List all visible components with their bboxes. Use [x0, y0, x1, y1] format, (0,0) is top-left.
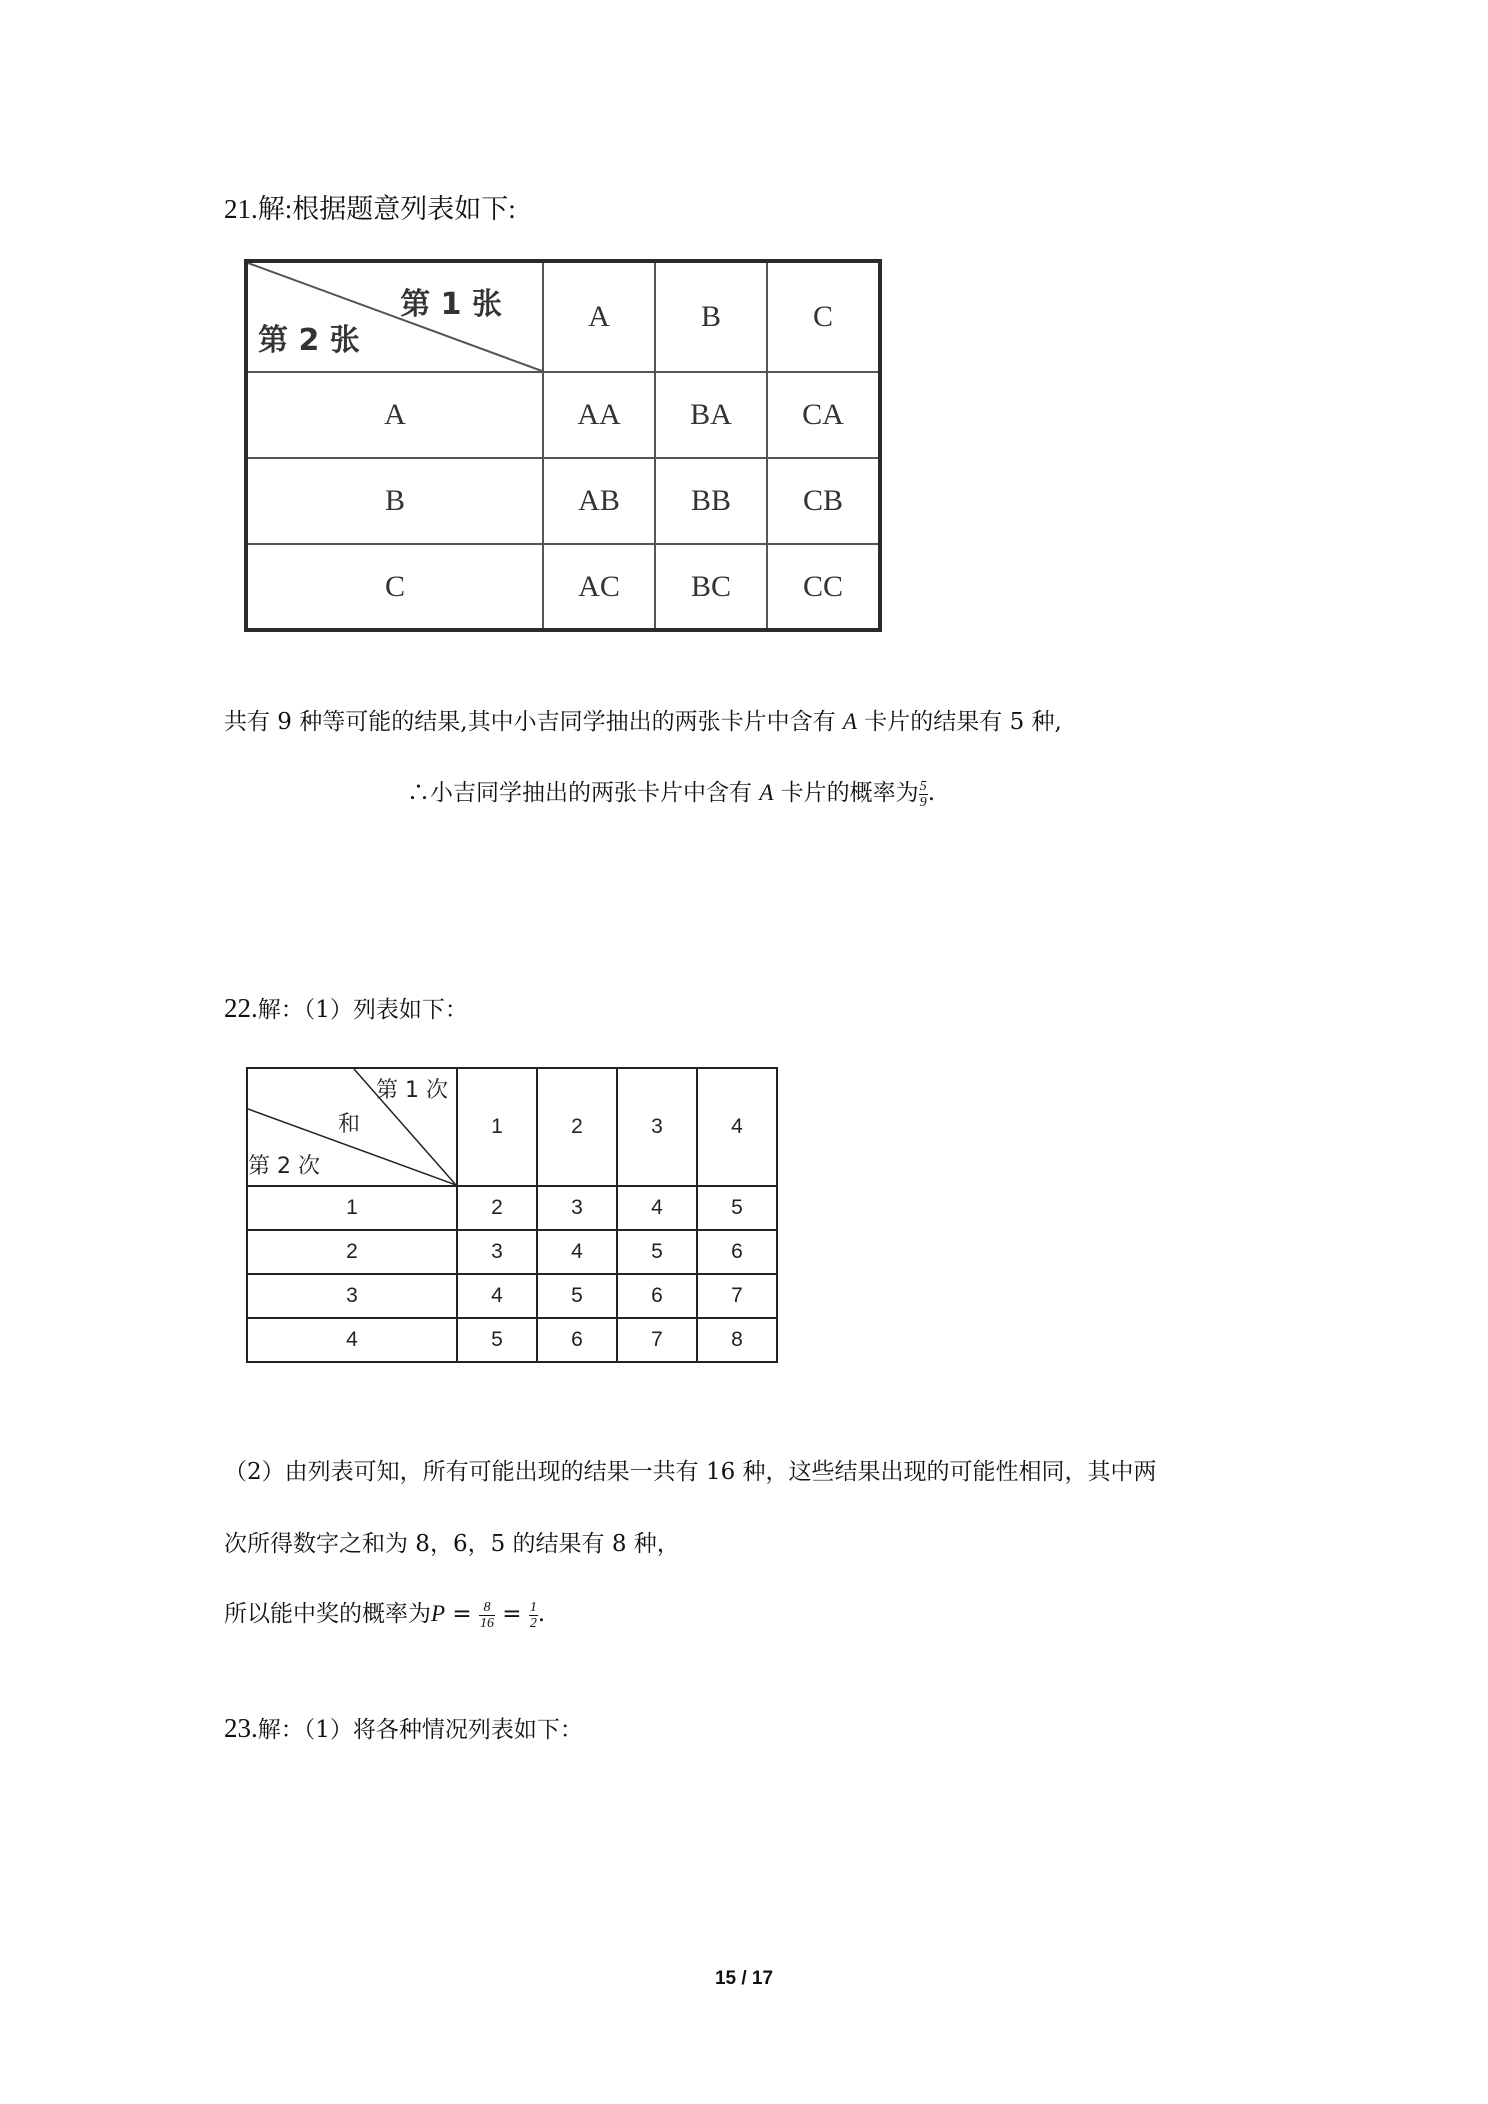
table-row	[247, 1318, 777, 1362]
q21-cell: AB	[543, 458, 655, 544]
q22-row-label: 4	[247, 1318, 457, 1362]
q22-corner-mid: 和	[338, 1112, 361, 1137]
q22-title-rest: 解：（1）列表如下：	[257, 997, 468, 1023]
q22-cell: 5	[697, 1186, 777, 1230]
q22-part2-line3	[224, 1599, 545, 1631]
q22-cell: 6	[537, 1318, 617, 1362]
q21-col-header: B	[655, 261, 767, 372]
q21-cell: BC	[655, 544, 767, 630]
q22-cell: 4	[537, 1230, 617, 1274]
fraction-numerator: 1	[529, 1599, 537, 1615]
q22-col-header: 4	[697, 1068, 777, 1186]
q22-cell: 4	[457, 1274, 537, 1318]
q22-row-label: 3	[247, 1274, 457, 1318]
q22-probability-symbol: P	[431, 1601, 446, 1626]
q21-cell: AC	[543, 544, 655, 630]
q21-row-label: B	[246, 458, 543, 544]
fraction-numerator: 8	[479, 1600, 495, 1616]
q21-row-label: A	[246, 372, 543, 458]
q22-equals: =	[445, 1601, 479, 1627]
table-row	[246, 544, 880, 630]
q22-fraction-2	[529, 1600, 538, 1631]
q21-corner-bottom: 第 2 张	[258, 323, 360, 358]
q22-probability-text: 所以能中奖的概率为	[224, 1601, 431, 1627]
fraction-denominator: 9	[919, 794, 927, 810]
q22-cell: 4	[617, 1186, 697, 1230]
table-row	[247, 1186, 777, 1230]
q23-title	[224, 1713, 583, 1745]
q21-cell: CC	[767, 544, 880, 630]
q22-equals-2: =	[494, 1601, 529, 1627]
q21-conclusion-var: A	[759, 780, 774, 805]
fraction-denominator: 16	[479, 1615, 494, 1631]
q22-table-corner	[247, 1068, 457, 1186]
q21-col-header: A	[543, 261, 655, 372]
q21-conclusion-text-b: 卡片的概率为	[773, 780, 919, 806]
q22-col-header: 3	[617, 1068, 697, 1186]
q22-cell: 7	[617, 1318, 697, 1362]
q22-cell: 6	[617, 1274, 697, 1318]
q21-title-text: 21.解:根据题意列表如下:	[224, 194, 516, 224]
q22-cell: 5	[457, 1318, 537, 1362]
q22-cell: 2	[457, 1186, 537, 1230]
q21-conclusion-line	[407, 778, 935, 810]
q21-cell: CA	[767, 372, 880, 458]
q21-result-line	[224, 707, 1062, 737]
q21-result-text-b: 卡片的结果有 5 种,	[856, 709, 1062, 735]
fraction-numerator: 5	[919, 778, 927, 794]
q21-conclusion-end: .	[927, 780, 935, 806]
q23-title-rest: 解：（1）将各种情况列表如下：	[257, 1717, 583, 1743]
fraction-denominator: 2	[529, 1615, 537, 1631]
q22-part2-line2: 次所得数字之和为 8，6，5 的结果有 8 种，	[224, 1531, 680, 1557]
q22-cell: 6	[697, 1230, 777, 1274]
table-row	[247, 1230, 777, 1274]
q22-part2-line1: （2）由列表可知，所有可能出现的结果一共有 16 种，这些结果出现的可能性相同，其中两	[224, 1459, 1157, 1485]
q22-row-label: 2	[247, 1230, 457, 1274]
q22-title-num: 22.	[224, 993, 258, 1023]
q21-corner-top: 第 1 张	[400, 287, 502, 322]
q22-end: .	[537, 1601, 546, 1627]
q22-cell: 5	[617, 1230, 697, 1274]
table-row	[247, 1274, 777, 1318]
q21-cell: BB	[655, 458, 767, 544]
table-row	[246, 458, 880, 544]
q22-title	[224, 993, 468, 1025]
q22-cell: 7	[697, 1274, 777, 1318]
q21-table-corner	[246, 261, 543, 372]
q21-probability-fraction	[919, 779, 928, 810]
q21-result-text-a: 共有 9 种等可能的结果,其中小吉同学抽出的两张卡片中含有	[224, 709, 843, 735]
q21-cell: AA	[543, 372, 655, 458]
q21-col-header: C	[767, 261, 880, 372]
q21-cell: CB	[767, 458, 880, 544]
q21-title	[224, 194, 516, 226]
q22-corner-bottom: 第 2 次	[248, 1154, 320, 1179]
q22-cell: 8	[697, 1318, 777, 1362]
q22-fraction-1	[479, 1600, 495, 1631]
q22-row-label: 1	[247, 1186, 457, 1230]
q23-title-num: 23.	[224, 1713, 258, 1743]
q21-cell: BA	[655, 372, 767, 458]
q22-col-header: 2	[537, 1068, 617, 1186]
q22-cell: 3	[457, 1230, 537, 1274]
q21-conclusion-text-a: ∴小吉同学抽出的两张卡片中含有	[407, 780, 760, 806]
q22-table	[246, 1067, 778, 1363]
q22-corner-top: 第 1 次	[376, 1078, 448, 1103]
q21-row-label: C	[246, 544, 543, 630]
q21-result-var: A	[842, 709, 857, 734]
q22-cell: 3	[537, 1186, 617, 1230]
q22-col-header: 1	[457, 1068, 537, 1186]
page-number: 15 / 17	[714, 1968, 774, 1989]
table-row	[246, 372, 880, 458]
q22-cell: 5	[537, 1274, 617, 1318]
q21-table	[244, 259, 882, 632]
